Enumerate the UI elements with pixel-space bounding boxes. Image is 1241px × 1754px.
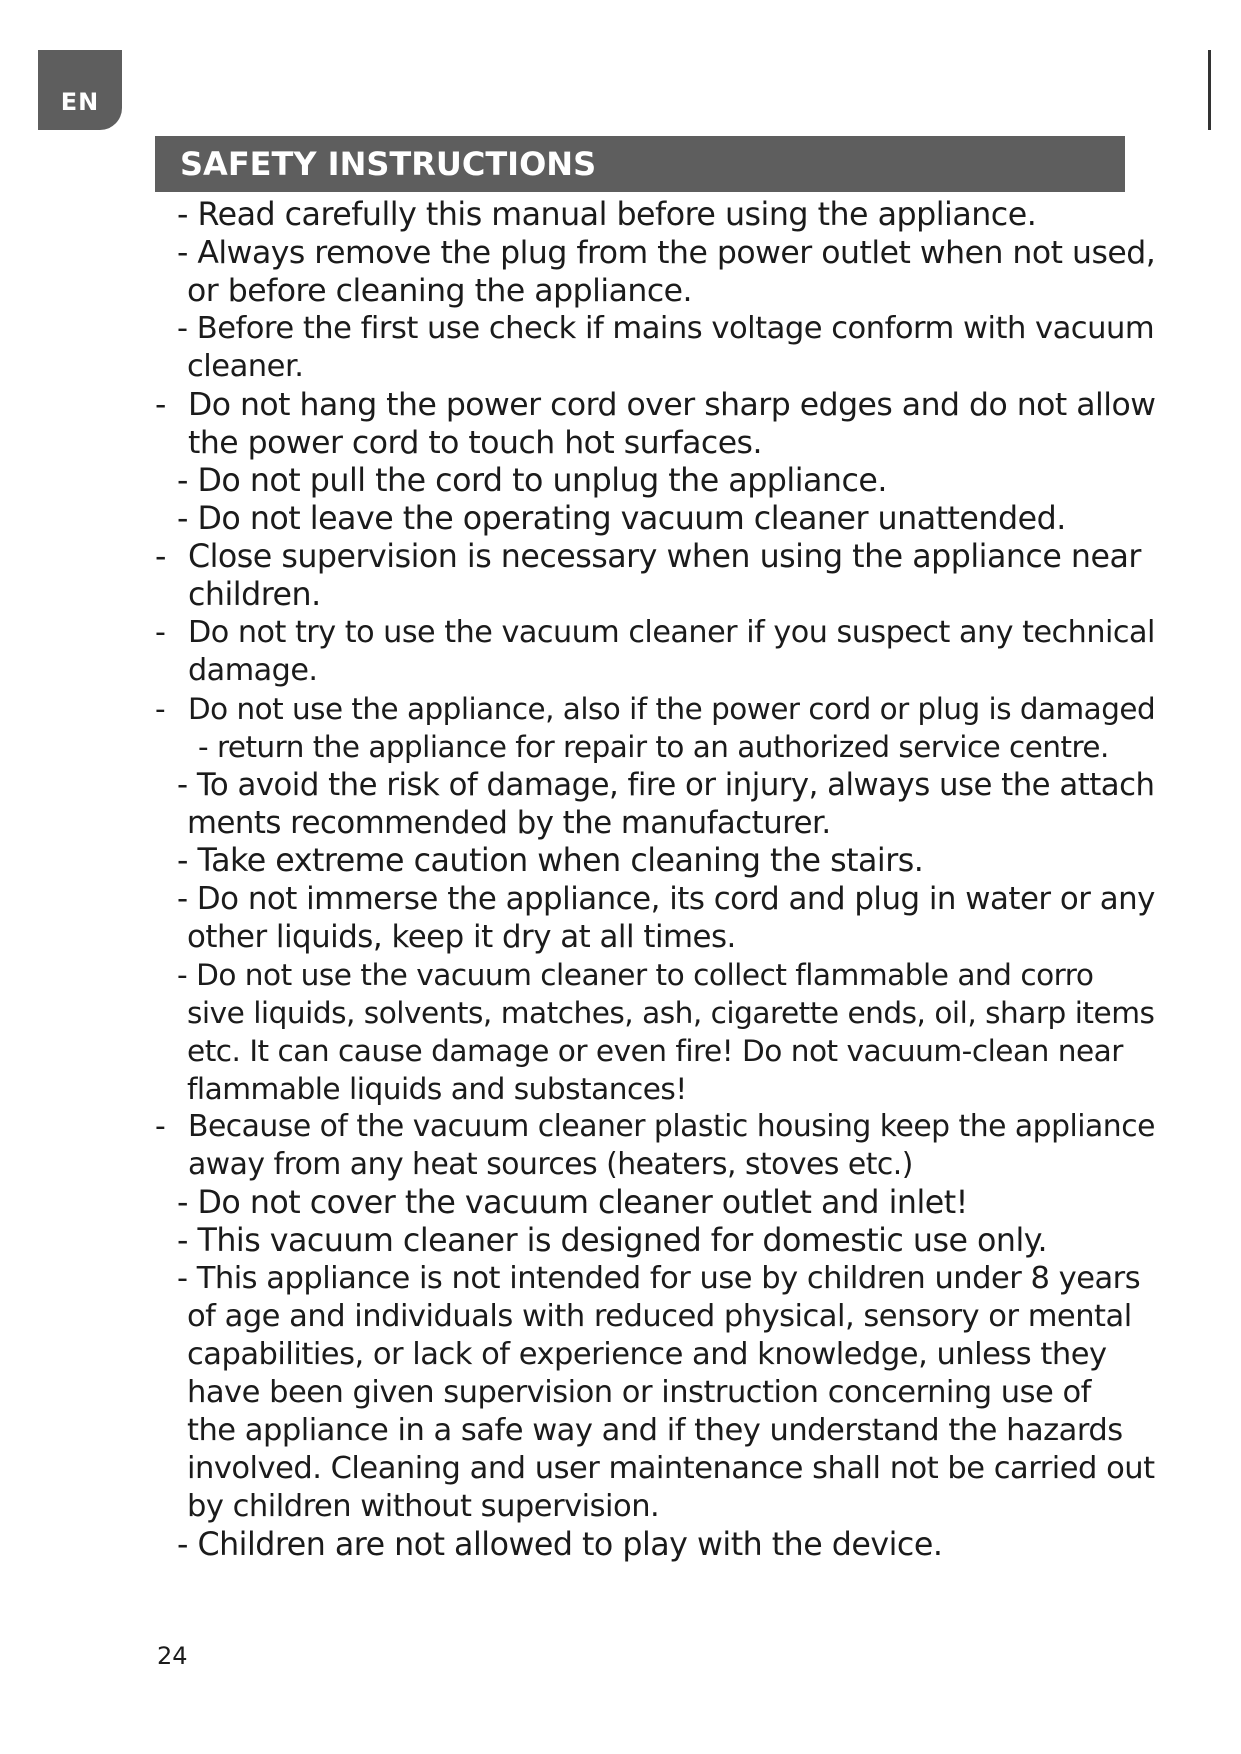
line: the power cord to touch hot surfaces. — [188, 425, 762, 461]
line: children. — [188, 577, 321, 613]
line: away from any heat sources (heaters, stoves etc.) — [188, 1147, 913, 1182]
dash: - — [155, 692, 166, 726]
line: capabilities, or lack of experience and knowledge, unless they — [187, 1337, 1107, 1372]
line: Do not try to use the vacuum cleaner if you suspect any technical — [188, 615, 1155, 650]
line: Because of the vacuum cleaner plastic housing keep the appliance — [188, 1109, 1155, 1144]
list-item — [155, 500, 1165, 538]
safety-instructions-list — [155, 196, 1165, 1564]
dash: - — [155, 387, 166, 423]
line: by children without supervision. — [187, 1489, 660, 1524]
dash: - — [155, 1109, 166, 1144]
line: - Do not pull the cord to unplug the appliance. — [177, 463, 887, 499]
line: damage. — [188, 653, 318, 688]
line: - This vacuum cleaner is designed for domestic use only. — [177, 1223, 1048, 1259]
list-item — [155, 690, 1165, 766]
line: Do not hang the power cord over sharp edges and do not allow — [188, 387, 1156, 423]
line: Do not use the appliance, also if the power cord or plug is damaged — [188, 692, 1156, 726]
dash: - — [155, 615, 166, 650]
list-item — [155, 614, 1165, 690]
list-item — [155, 234, 1165, 310]
line: - Take extreme caution when cleaning the stairs. — [177, 843, 924, 879]
list-item — [155, 880, 1165, 956]
list-item — [155, 538, 1165, 614]
line: have been given supervision or instruction concerning use of — [187, 1375, 1091, 1410]
list-item — [155, 310, 1165, 386]
page-number: 24 — [157, 1642, 188, 1670]
line: etc. It can cause damage or even fire! Do not vacuum-clean near — [187, 1034, 1123, 1068]
list-item — [155, 766, 1165, 842]
line: - To avoid the risk of damage, fire or injury, always use the attach — [177, 767, 1155, 803]
line: ments recommended by the manufacturer. — [187, 805, 831, 841]
page-edge-marker — [1208, 50, 1211, 130]
line: Close supervision is necessary when using the appliance near — [188, 539, 1141, 575]
section-title: SAFETY INSTRUCTIONS — [155, 136, 1125, 192]
line: other liquids, keep it dry at all times. — [187, 919, 736, 955]
line: - Read carefully this manual before using the appliance. — [177, 197, 1037, 233]
line: - Do not cover the vacuum cleaner outlet and inlet! — [177, 1185, 968, 1221]
line: - Do not use the vacuum cleaner to collect flammable and corro — [177, 958, 1094, 992]
line: the appliance in a safe way and if they understand the hazards — [187, 1413, 1123, 1448]
line: sive liquids, solvents, matches, ash, cigarette ends, oil, sharp items — [187, 996, 1155, 1030]
list-item — [155, 386, 1165, 462]
line: flammable liquids and substances! — [187, 1072, 687, 1106]
list-item — [155, 842, 1165, 880]
line: of age and individuals with reduced physical, sensory or mental — [187, 1299, 1132, 1334]
line: - Do not leave the operating vacuum cleaner unattended. — [177, 501, 1066, 537]
list-item — [155, 1108, 1165, 1184]
line: or before cleaning the appliance. — [187, 273, 693, 309]
list-item — [155, 1526, 1165, 1564]
line: cleaner. — [187, 349, 304, 384]
list-item — [155, 462, 1165, 500]
line: - Children are not allowed to play with the device. — [177, 1527, 943, 1563]
line: - Always remove the plug from the power outlet when not used, — [177, 235, 1156, 271]
line: - Do not immerse the appliance, its cord and plug in water or any — [177, 881, 1155, 917]
line: - Before the first use check if mains voltage conform with vacuum — [177, 311, 1155, 346]
line: - This appliance is not intended for use by children under 8 years — [177, 1261, 1141, 1296]
line: involved. Cleaning and user maintenance shall not be carried out — [187, 1451, 1155, 1486]
line: - return the appliance for repair to an authorized service centre. — [198, 730, 1109, 764]
list-item — [155, 196, 1165, 234]
list-item — [155, 1184, 1165, 1222]
dash: - — [155, 539, 166, 575]
list-item — [155, 1222, 1165, 1260]
language-tab: EN — [38, 50, 122, 130]
list-item — [155, 1260, 1165, 1526]
list-item — [155, 956, 1165, 1108]
